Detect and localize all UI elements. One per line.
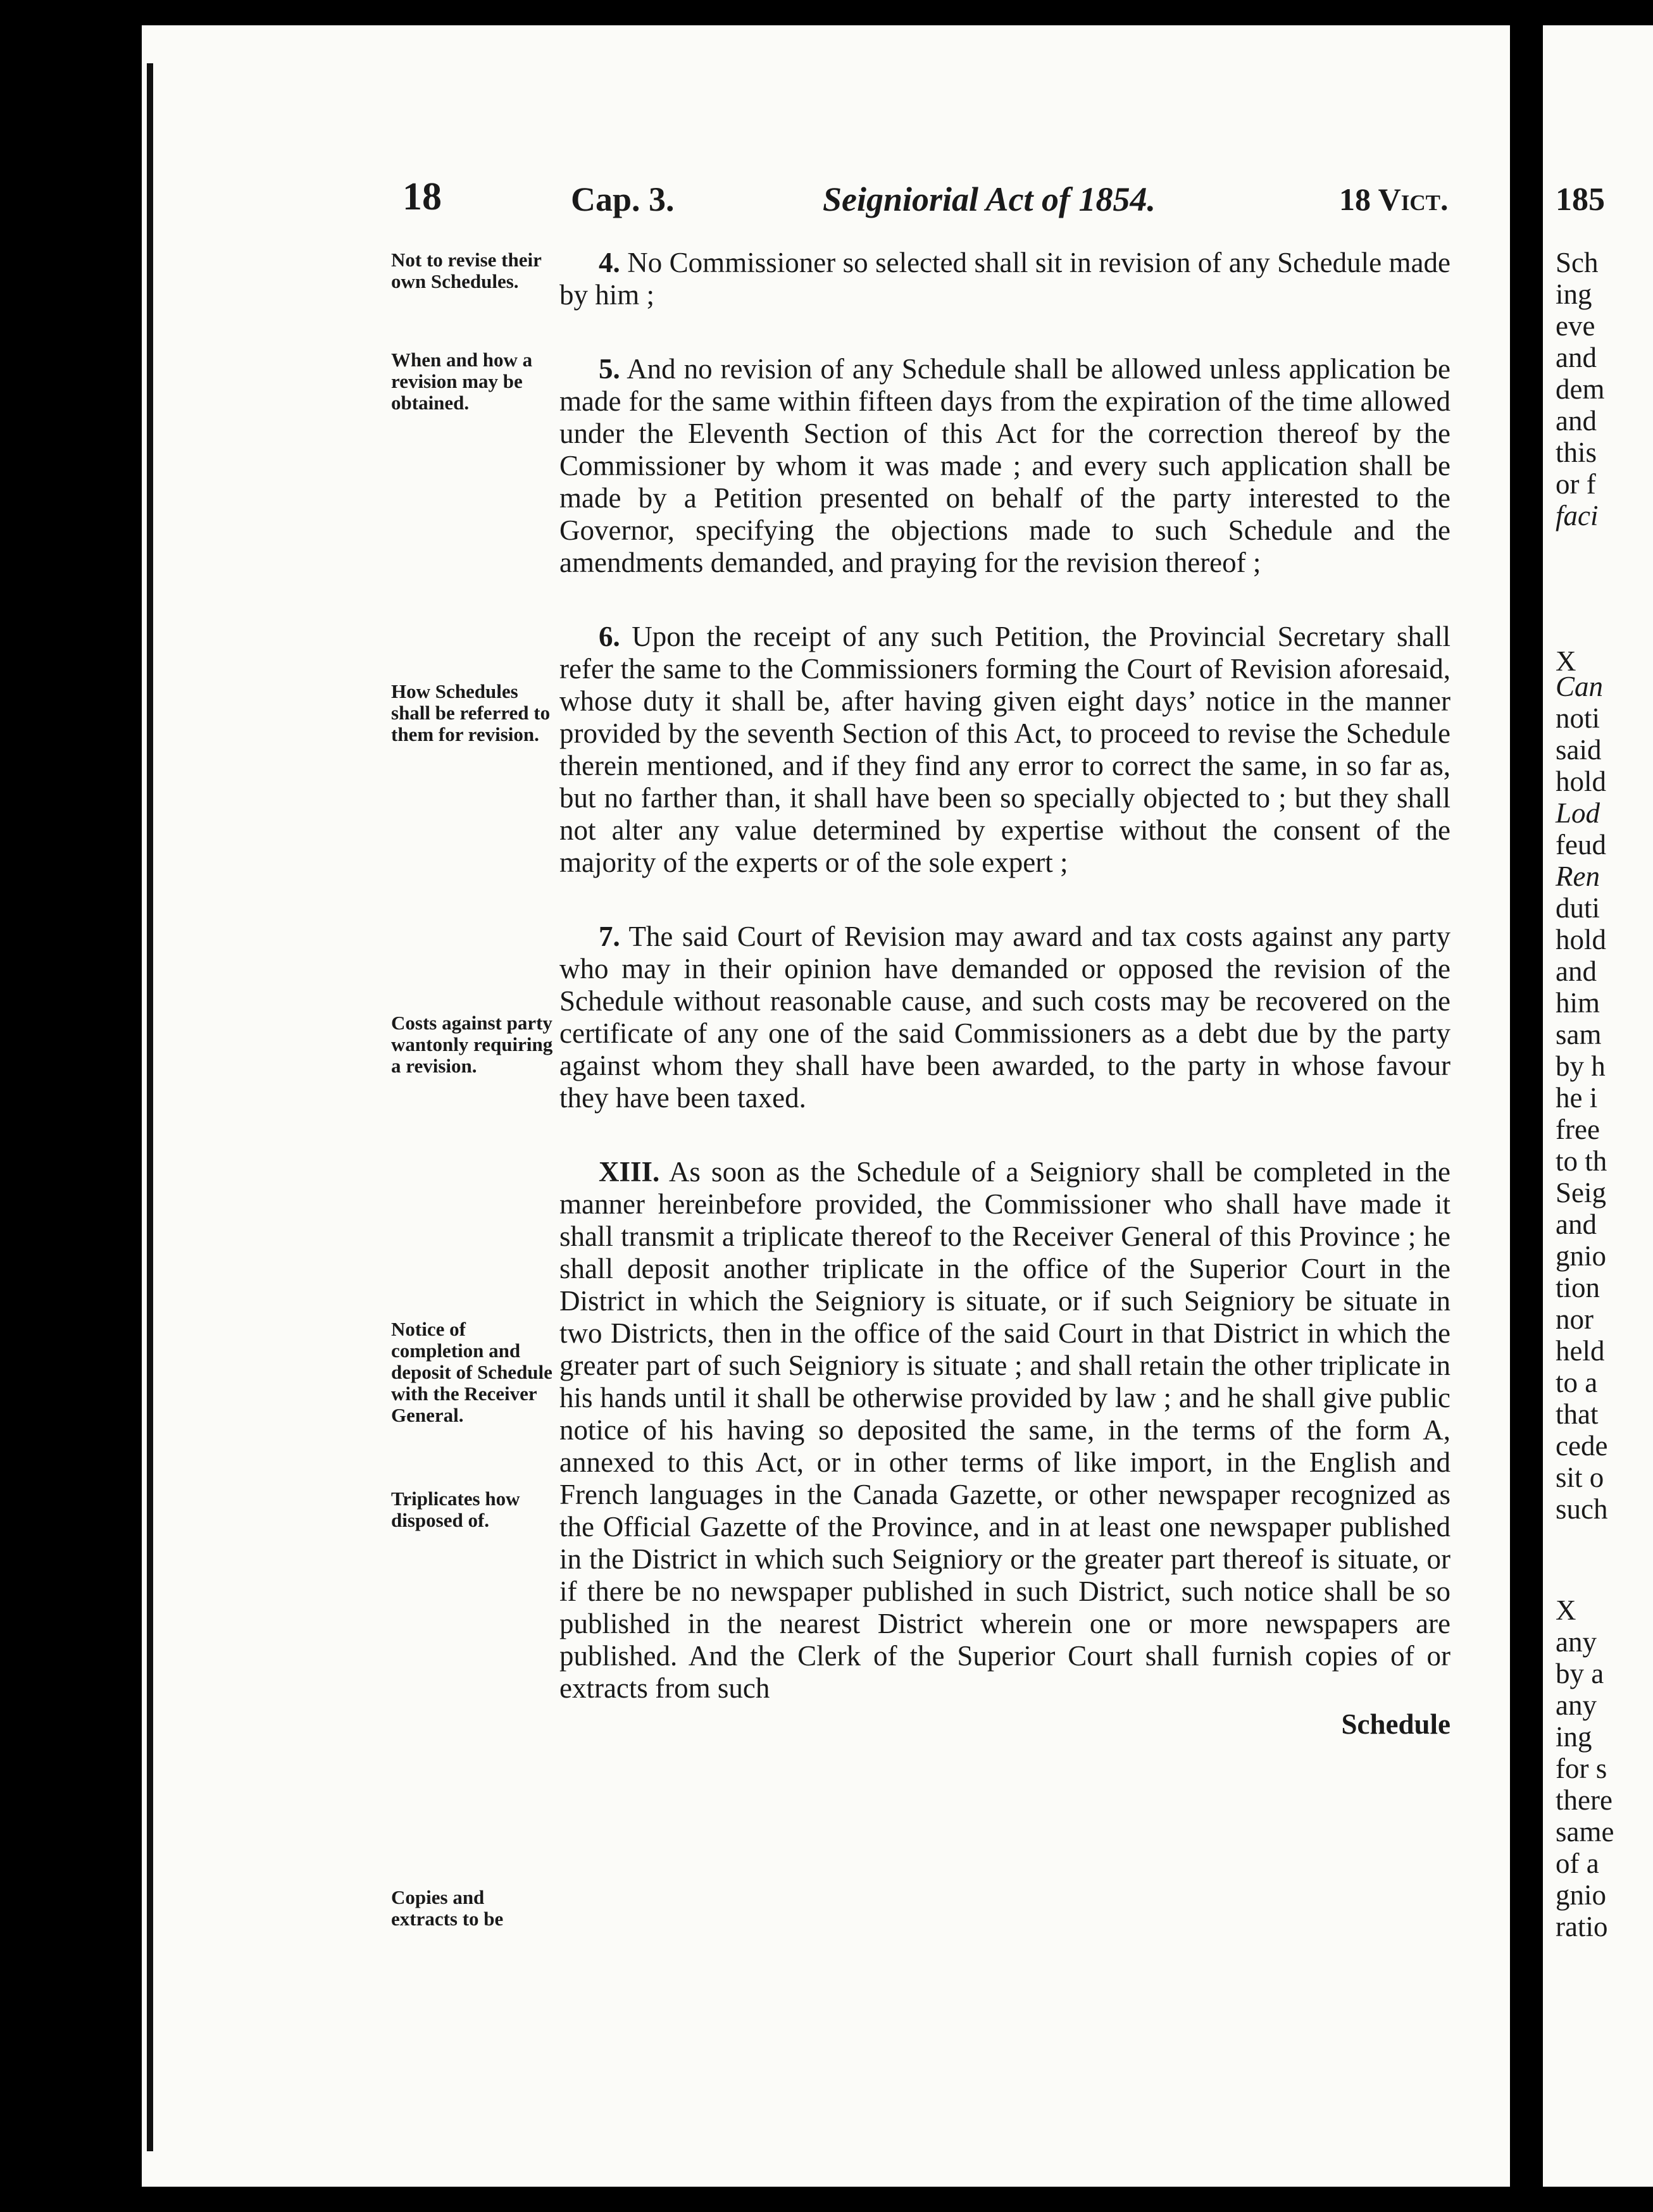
facing-page-line: of a: [1556, 1848, 1599, 1879]
facing-page-line: that: [1556, 1398, 1599, 1430]
facing-page-line: and: [1556, 1209, 1597, 1240]
facing-page-line: X: [1556, 645, 1576, 677]
facing-page-line: 185: [1556, 182, 1605, 218]
section-paragraph: 4. No Commissioner so selected shall sit in revision of any Schedule made by him ;: [559, 247, 1450, 311]
facing-page-line: such: [1556, 1493, 1608, 1525]
catchword: Schedule: [1341, 1708, 1450, 1740]
running-header: [0, 171, 1653, 221]
facing-page-line: he i: [1556, 1082, 1598, 1114]
facing-page-line: same: [1556, 1816, 1614, 1848]
facing-page-line: and: [1556, 405, 1597, 437]
facing-page-line: hold: [1556, 924, 1607, 955]
facing-page-line: by h: [1556, 1050, 1606, 1082]
facing-page-line: said: [1556, 734, 1602, 766]
facing-page-line: feud: [1556, 829, 1606, 861]
section-paragraph: XIII. As soon as the Schedule of a Seigniory shall be completed in the manner hereinbefore provided, the Commissioner who shall have made it shall transmit a triplicate thereof to the Receiver General of this Province ; he shall deposit another triplicate in the office of the Superior Court in the District in which the Seigniory is situate, or if such Seigniory be situate in two Districts, then in the office of the said Court in that District in which the greater part of such Seigniory is situate ; and shall retain the other triplicate in his hands until it shall be otherwise provided by law ; and he shall give public notice of his having so deposited the same, in the terms of the form A, annexed to this Act, or in other terms of like import, in the English and French languages in the Canada Gazette, or other newspaper recognized as the Official Gazette of the Province, and in at least one newspaper published in the District in which such Seigniory or the greater part thereof is situate, or if there be no newspaper published in such District, such notice shall be so published in the nearest District wherein one or more newspapers are published. And the Clerk of the Superior Court shall furnish copies of or extracts from such: [559, 1156, 1450, 1704]
facing-page-line: him: [1556, 987, 1600, 1019]
facing-page-line: for s: [1556, 1753, 1607, 1784]
facing-page-line: Lod: [1556, 797, 1600, 829]
facing-page-line: any: [1556, 1626, 1597, 1658]
margin-note: Not to revise their own Schedules.: [391, 249, 542, 292]
facing-page-line: hold: [1556, 766, 1607, 797]
facing-page-line: to th: [1556, 1145, 1607, 1177]
facing-page-line: nor: [1556, 1303, 1594, 1335]
facing-page-line: noti: [1556, 702, 1600, 734]
act-title: Seigniorial Act of 1854.: [823, 180, 1156, 218]
margin-note: When and how a revision may be obtained.: [391, 349, 533, 414]
facing-page-line: this: [1556, 437, 1597, 468]
facing-page-line: any: [1556, 1689, 1597, 1721]
facing-page-line: free: [1556, 1114, 1600, 1145]
facing-page-line: ratio: [1556, 1911, 1608, 1942]
facing-page-line: Can: [1556, 671, 1604, 702]
section-paragraph: 5. And no revision of any Schedule shall be allowed unless application be made for the same within fifteen days from the expiration of the time allowed under the Eleventh Section of this Act for the correction thereof by the Commissioner by whom it was made ; and every such application shall be made by a Petition presented on behalf of the party interested to the Governor, specifying the objections made to such Schedule and the amendments demanded, and praying for the revision thereof ;: [559, 353, 1450, 578]
facing-page-line: sit o: [1556, 1462, 1604, 1493]
margin-note: How Schedules shall be referred to them for revision.: [391, 680, 551, 745]
facing-page-line: dem: [1556, 373, 1605, 405]
body-text: [559, 247, 1450, 1741]
margin-note: Notice of completion and deposit of Schedule with the Receiver General.: [391, 1318, 552, 1426]
regnal-year: 18 Vict.: [1339, 182, 1449, 217]
facing-page-fragment: [1543, 25, 1653, 2187]
facing-page-line: ing: [1556, 278, 1592, 310]
facing-page-line: or f: [1556, 468, 1596, 500]
facing-page-line: eve: [1556, 310, 1595, 342]
facing-page-line: and: [1556, 342, 1597, 373]
section-paragraph: 7. The said Court of Revision may award and tax costs against any party who may in their opinion have demanded or opposed the revision of the Schedule without reasonable cause, and such costs may be recovered on the certificate of any one of the said Commissioners as a debt due by the party against whom they shall have been awarded, to the party in whose favour they have been taxed.: [559, 921, 1451, 1114]
page-edge-shadow: [147, 63, 153, 2151]
facing-page-line: gnio: [1556, 1240, 1607, 1272]
margin-note: Costs against party wantonly requiring a revision.: [391, 1012, 553, 1077]
facing-page-line: to a: [1556, 1367, 1598, 1398]
section-paragraph: 6. Upon the receipt of any such Petition, the Provincial Secretary shall refer the same to the Commissioners forming the Court of Revision aforesaid, whose duty it shall be, after having given eight days’ notice in the manner provided by the seventh Section of this Act, to proceed to revise the Schedule therein mentioned, and if they find any error to correct the same, in so far as, but no farther than, it shall have been so specially objected to ; but they shall not alter any value determined by expertise without the consent of the majority of the experts or of the sole expert ;: [559, 621, 1450, 878]
facing-page-line: X: [1556, 1594, 1576, 1626]
margin-note: Copies and extracts to be: [391, 1886, 504, 1930]
margin-note: Triplicates how disposed of.: [391, 1488, 520, 1531]
facing-page-line: Seig: [1556, 1177, 1607, 1209]
facing-page-line: faci: [1556, 500, 1599, 531]
facing-page-line: by a: [1556, 1658, 1604, 1689]
facing-page-line: ing: [1556, 1721, 1592, 1753]
facing-page-line: and: [1556, 955, 1597, 987]
facing-page-line: cede: [1556, 1430, 1608, 1462]
facing-page-line: Sch: [1556, 247, 1599, 278]
facing-page-line: gnio: [1556, 1879, 1607, 1911]
chapter-label: Cap. 3.: [571, 180, 675, 218]
book-gutter: [1510, 0, 1543, 2212]
facing-page-line: Ren: [1556, 861, 1600, 892]
facing-page-line: duti: [1556, 892, 1600, 924]
page-number: 18: [402, 175, 442, 218]
facing-page-line: there: [1556, 1784, 1612, 1816]
facing-page-line: tion: [1556, 1272, 1600, 1303]
facing-page-line: sam: [1556, 1019, 1602, 1050]
facing-page-line: held: [1556, 1335, 1605, 1367]
